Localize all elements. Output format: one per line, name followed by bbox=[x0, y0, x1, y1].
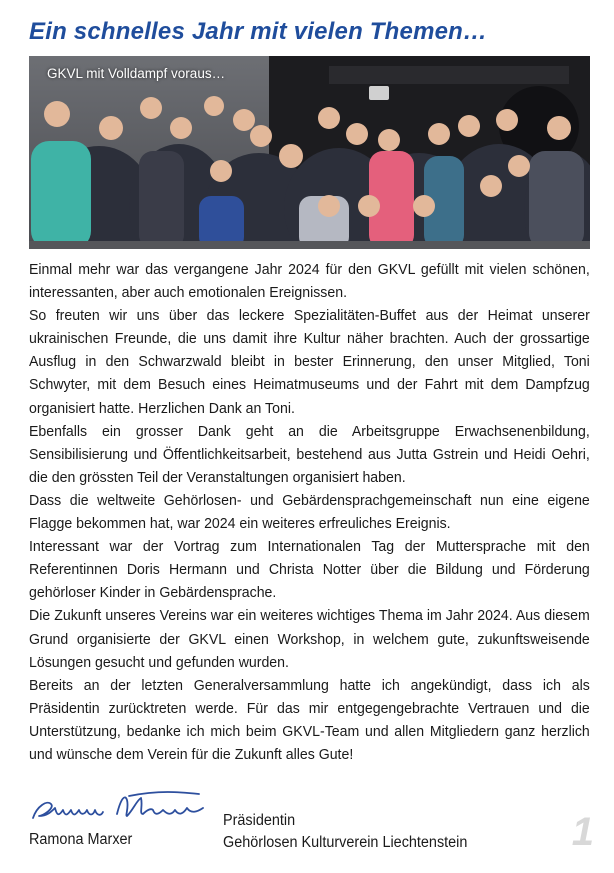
paragraph: Ebenfalls ein grosser Dank geht an die Arbeitsgruppe Erwachsenenbildung, Sensibilisierung und Öffentlichkeitsarbeit, bestehend aus Jutta Gstrein und Heidi Oehri, die den grössten Teil der Veranstaltungen organisiert haben. bbox=[29, 422, 590, 486]
role-title: Präsidentin bbox=[223, 812, 296, 829]
group-photo bbox=[29, 56, 590, 249]
signature-block bbox=[29, 786, 590, 866]
page-number: 1 bbox=[571, 810, 594, 854]
paragraph: Bereits an der letzten Generalversammlung hatte ich angekündigt, dass ich als Präsidentin zurücktreten werde. Für das mir entgegengebrachte Vertrauen und die Unterstützung, bedanke ich mich beim GKVL-Team und allen Mitgliedern ganz herzlich und wünsche dem Verein für die Zukunft alles Gute! bbox=[29, 676, 590, 763]
signer-role bbox=[223, 810, 467, 854]
signer-name: Ramona Marxer bbox=[29, 831, 133, 848]
paragraph: Die Zukunft unseres Vereins war ein weiteres wichtiges Thema im Jahr 2024. Aus diesem Grund organisierte der GKVL einen Workshop, in welchem gute, zukunftsweisende Lösungen gesucht und gefunden wurden. bbox=[29, 607, 590, 671]
handwritten-signature bbox=[29, 786, 209, 830]
paragraph: So freuten wir uns über das leckere Spezialitäten-Buffet aus der Heimat unserer ukrainischen Freunde, die uns damit ihre Kultur näher brachten. Auch der grossartige Ausflug in den Schwarzwald bleibt in bester Erinnerung, den unser Mitglied, Toni Schwyter, mit dem Besuch eines Heimatmuseums und der Fahrt mit dem Dampfzug organisiert hatte. Herzlichen Dank an Toni. bbox=[29, 307, 590, 417]
page-title: Ein schnelles Jahr mit vielen Themen… bbox=[29, 18, 488, 45]
group-photo-illustration bbox=[29, 56, 590, 249]
paragraph: Dass die weltweite Gehörlosen- und Gebärdensprachgemeinschaft nun eine eigene Flagge bekommen hat, war 2024 ein weiteres erfreuliches Ereignis. bbox=[29, 491, 590, 533]
paragraph: Einmal mehr war das vergangene Jahr 2024 für den GKVL gefüllt mit vielen schönen, interessanten, aber auch emotionalen Ereignissen. bbox=[29, 261, 590, 302]
article-body bbox=[29, 258, 590, 766]
organization-name: Gehörlosen Kulturverein Liechtenstein bbox=[223, 834, 468, 851]
paragraph: Interessant war der Vortrag zum Internationalen Tag der Muttersprache mit den Referentinnen Doris Hermann und Christa Notter über die Bildung und Förderung gehörloser Kinder in Gebärdensprache. bbox=[29, 538, 590, 602]
photo-caption: GKVL mit Volldampf voraus… bbox=[47, 66, 226, 81]
